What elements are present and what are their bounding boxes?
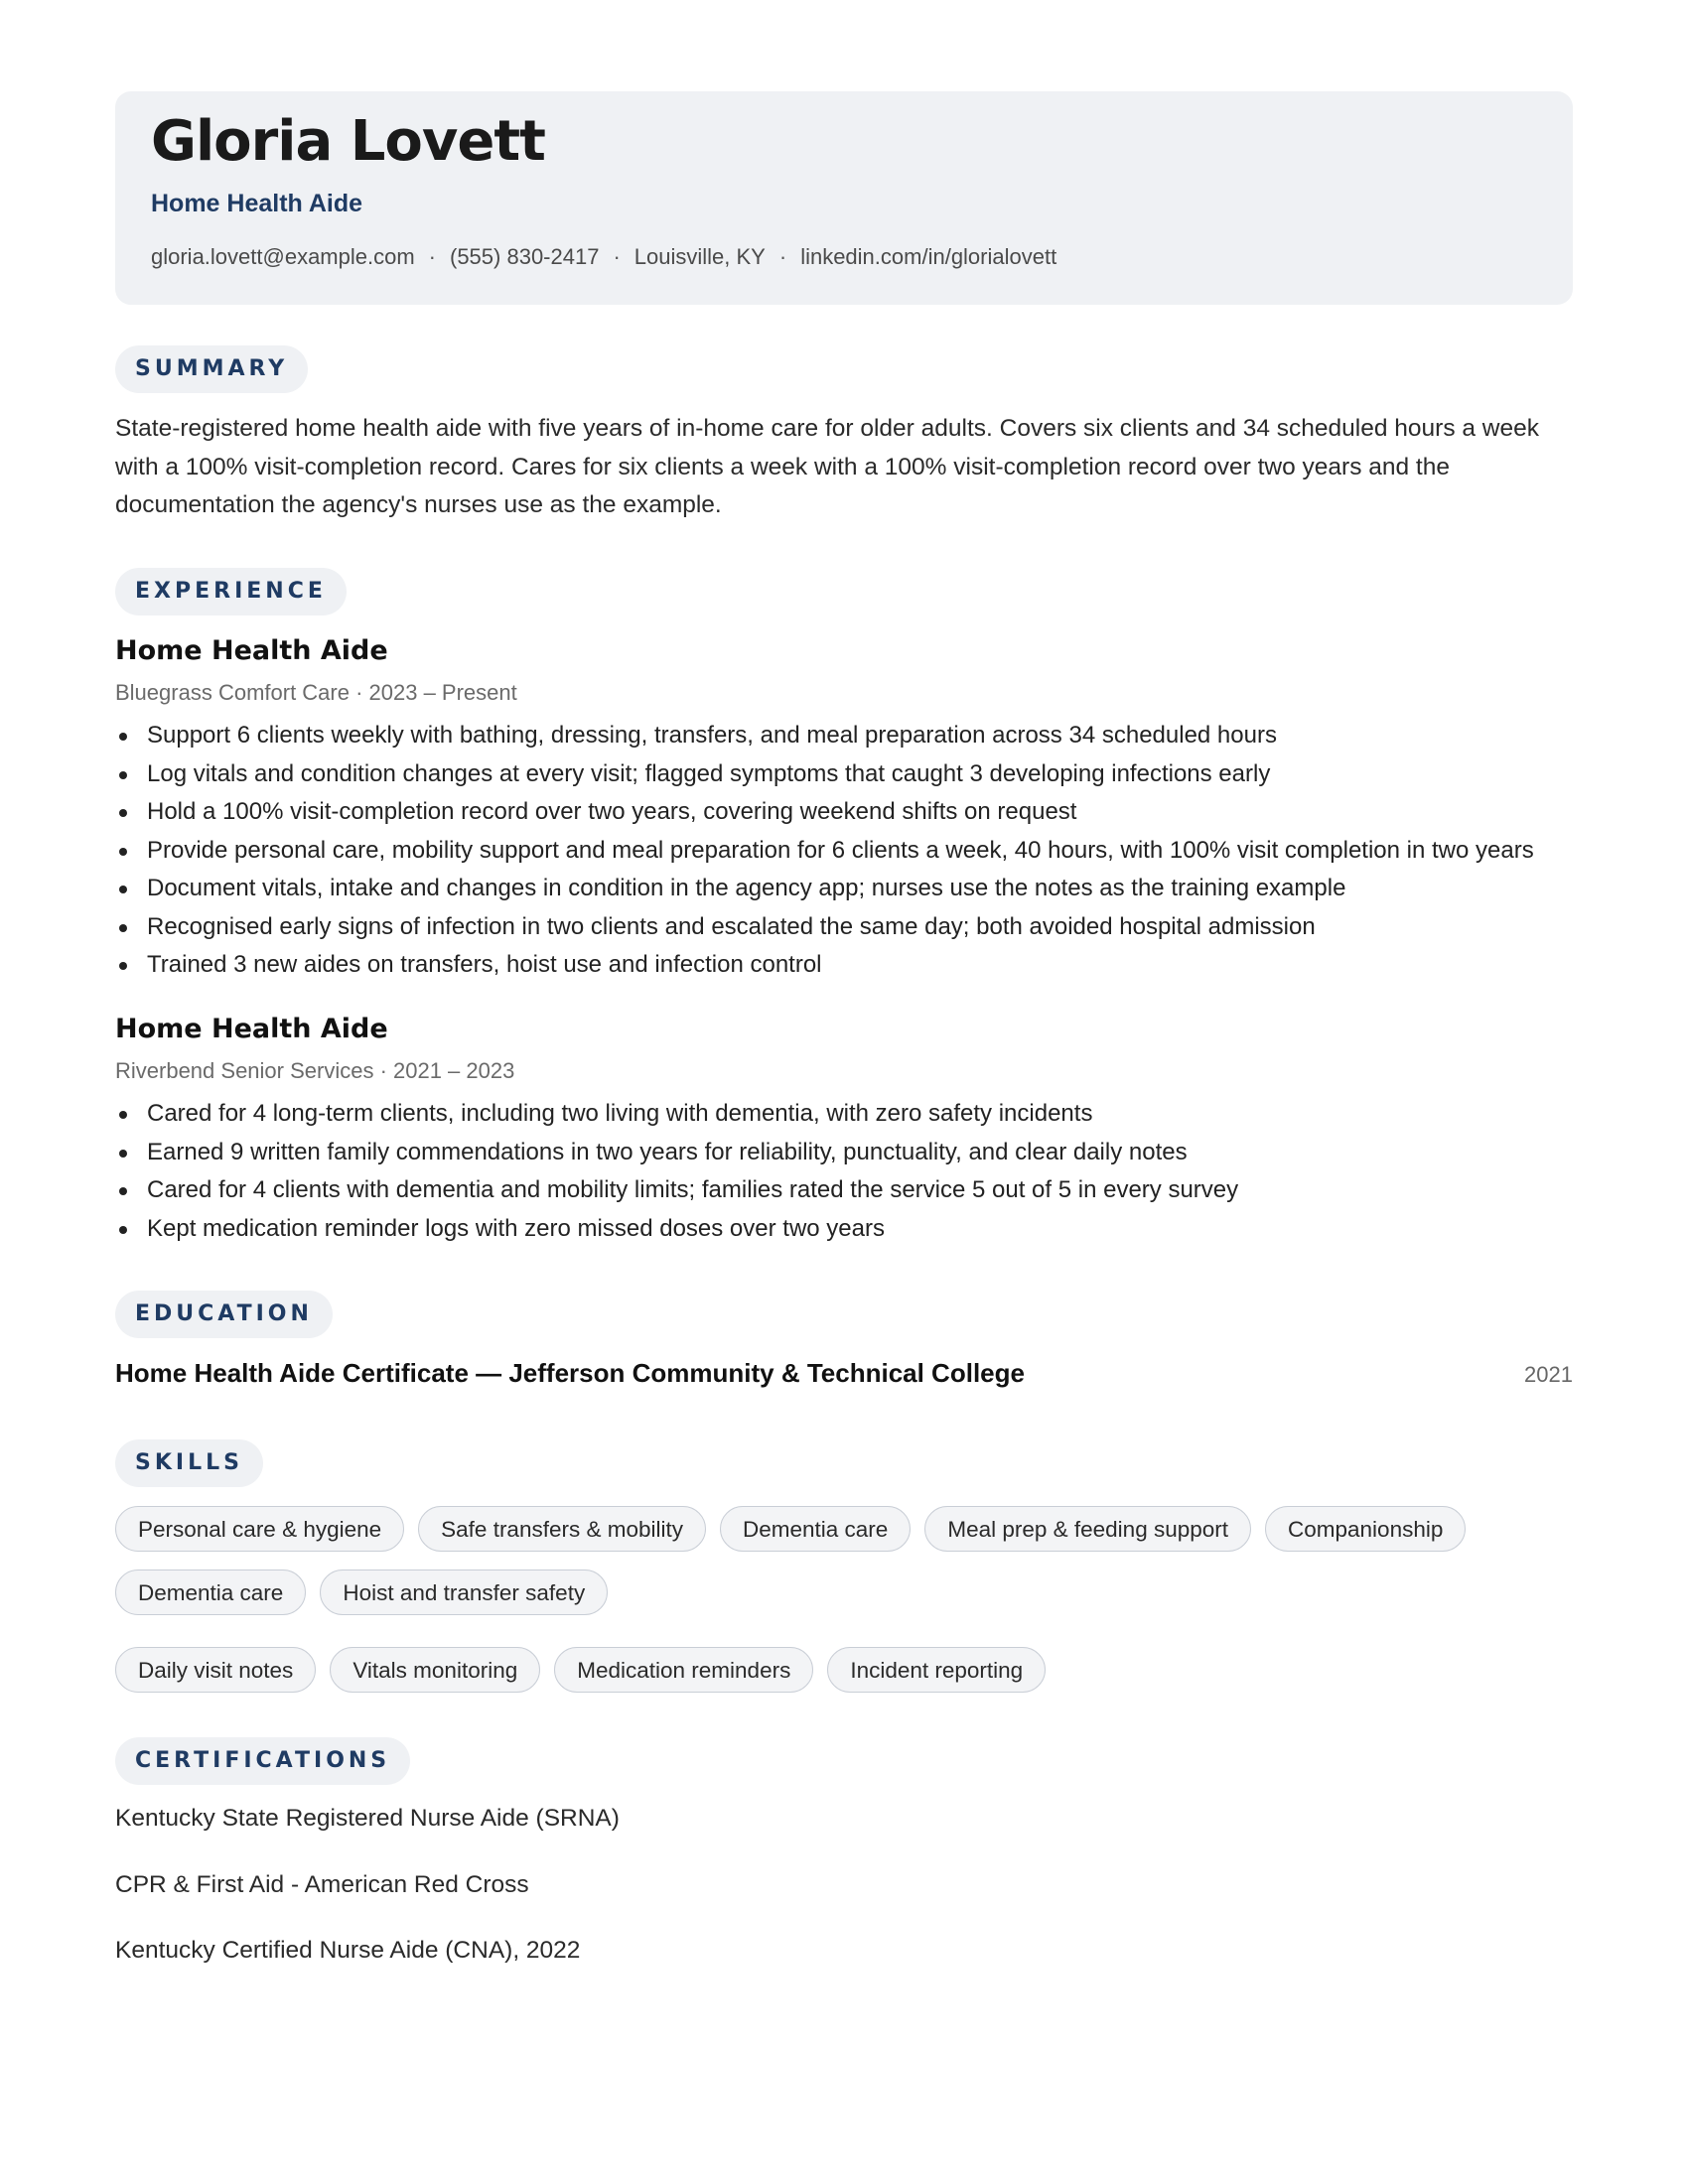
section-heading-summary: SUMMARY [115,345,308,393]
skill-chip: Dementia care [115,1570,306,1615]
job-bullet: Log vitals and condition changes at every visit; flagged symptoms that caught 3 developing infections early [115,755,1585,794]
header-card [115,91,1573,305]
skills-row [115,1570,608,1615]
job-bullets [115,1095,1585,1248]
education-year: 2021 [1524,1362,1573,1387]
skill-chip: Incident reporting [827,1647,1046,1693]
job-bullet: Recognised early signs of infection in two clients and escalated the same day; both avoided hospital admission [115,908,1585,947]
candidate-name: Gloria Lovett [151,109,545,174]
skill-chip: Personal care & hygiene [115,1506,404,1552]
job-bullet: Hold a 100% visit-completion record over two years, covering weekend shifts on request [115,793,1585,832]
skill-chip: Safe transfers & mobility [418,1506,706,1552]
skill-chip: Companionship [1265,1506,1466,1552]
section-heading-certifications: CERTIFICATIONS [115,1737,410,1785]
section-heading-experience: EXPERIENCE [115,568,347,615]
certification-item: Kentucky Certified Nurse Aide (CNA), 2022 [115,1937,581,1964]
job-bullets [115,717,1585,985]
contact-location: Louisville, KY [633,244,766,269]
contact-separator: · [428,244,436,269]
skill-chip: Dementia care [720,1506,911,1552]
job-bullet: Support 6 clients weekly with bathing, dressing, transfers, and meal preparation across 34 scheduled hours [115,717,1585,755]
certification-item: CPR & First Aid - American Red Cross [115,1871,529,1898]
job-bullet: Earned 9 written family commendations in two years for reliability, punctuality, and clear daily notes [115,1134,1585,1172]
education-entry: Home Health Aide Certificate — Jefferson Community & Technical College [115,1358,1025,1388]
contact-linkedin[interactable]: linkedin.com/in/glorialovett [800,244,1057,269]
job-meta: Riverbend Senior Services · 2021 – 2023 [115,1058,515,1083]
job-title: Home Health Aide [115,635,388,666]
contact-separator: · [778,244,787,269]
contact-separator: · [613,244,621,269]
skills-row [115,1506,1466,1552]
job-meta: Bluegrass Comfort Care · 2023 – Present [115,680,517,705]
job-bullet: Cared for 4 clients with dementia and mobility limits; families rated the service 5 out of 5 in every survey [115,1171,1585,1210]
skill-chip: Daily visit notes [115,1647,316,1693]
job-bullet: Document vitals, intake and changes in condition in the agency app; nurses use the notes as the training example [115,870,1585,908]
section-heading-skills: SKILLS [115,1439,263,1487]
candidate-role: Home Health Aide [151,190,363,217]
job-bullet: Trained 3 new aides on transfers, hoist use and infection control [115,946,1585,985]
job-bullet: Kept medication reminder logs with zero missed doses over two years [115,1210,1585,1249]
contact-phone[interactable]: (555) 830-2417 [450,244,600,269]
skill-chip: Vitals monitoring [330,1647,540,1693]
job-bullet: Cared for 4 long-term clients, including two living with dementia, with zero safety incidents [115,1095,1585,1134]
skill-chip: Meal prep & feeding support [924,1506,1251,1552]
contact-email[interactable]: gloria.lovett@example.com [151,244,415,269]
skills-row [115,1647,1046,1693]
job-title: Home Health Aide [115,1014,388,1044]
skill-chip: Medication reminders [554,1647,813,1693]
summary-text: State-registered home health aide with five years of in-home care for older adults. Covers six clients and 34 scheduled hours a week with a 100% visit-completion record. Cares for six clients a week with a 100% visit-completion record over two years and the documentation the agency's nurses use as the example. [115,415,1540,518]
job-bullet: Provide personal care, mobility support and meal preparation for 6 clients a week, 40 hours, with 100% visit completion in two years [115,832,1585,871]
section-heading-education: EDUCATION [115,1291,333,1338]
certification-item: Kentucky State Registered Nurse Aide (SRNA) [115,1805,620,1832]
skill-chip: Hoist and transfer safety [320,1570,608,1615]
contact-line [151,244,1056,270]
